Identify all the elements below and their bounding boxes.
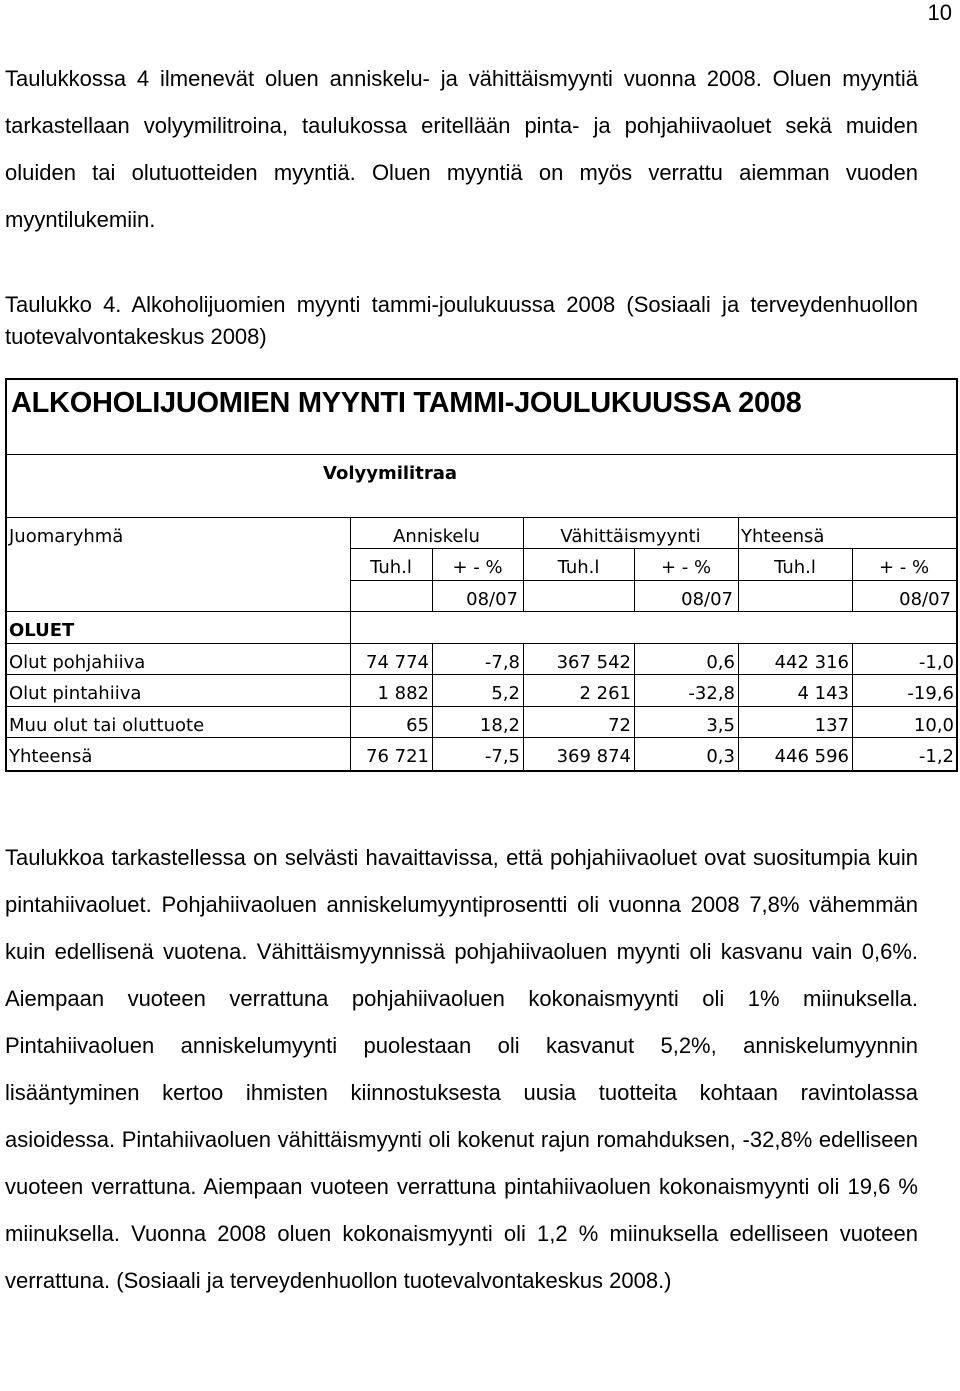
period-label: 08/07 (681, 589, 733, 610)
value-cell: -19,6 (907, 683, 954, 704)
group-vahittaismyynti: Vähittäismyynti (560, 526, 701, 547)
value-cell: 72 (608, 715, 631, 736)
table-caption: Taulukko 4. Alkoholijuomien myynti tammi-joulukuussa 2008 (Sosiaali ja terveydenhuollon tuotevalvontakeskus 2008) (5, 292, 918, 349)
value-cell: 4 143 (797, 683, 849, 704)
col-label: + - % (452, 557, 503, 578)
row-label: Muu olut tai oluttuote (9, 715, 205, 736)
value-cell: 1 882 (377, 683, 429, 704)
analysis-paragraph: Taulukkoa tarkastellessa on selvästi havaittavissa, että pohjahiivaoluet ovat suositumpia kuin pintahiivaoluet. Pohjahiivaoluen anniskelumyyntiprosentti oli vuonna 2008 7,8% vähemmän kuin edellisenä vuotena. Vähittäismyynnissä pohjahiivaoluen myynti oli kasvanu vain 0,6%. Aiempaan vuoteen verrattuna pohjahiivaoluen kokonaismyynti oli 1% miinuksella. Pintahiivaoluen anniskelumyynti puolestaan oli kasvanut 5,2%, anniskelumyynnin lisääntyminen kertoo ihmisten kiinnostuksesta uusia tuotteita kohtaan ravintolassa asioidessa. Pintahiivaoluen vähittäismyynti oli kokenut rajun romahduksen, -32,8% edelliseen vuoteen verrattuna. Aiempaan vuoteen verrattuna pintahiivaoluen kokonaismyynti oli 19,6 % miinuksella. Vuonna 2008 oluen kokonaismyynti oli 1,2 % miinuksella edelliseen vuoteen verrattuna. (Sosiaali ja terveydenhuollon tuotevalvontakeskus 2008.) (5, 845, 918, 1293)
value-cell: 442 316 (774, 652, 849, 673)
col-label: Tuh.l (774, 557, 816, 578)
row-header-label: Juomaryhmä (9, 526, 124, 547)
col-label: + - % (660, 557, 712, 578)
value-cell: 65 (406, 715, 429, 736)
period-label: 08/07 (466, 589, 518, 610)
intro-paragraph: Taulukkossa 4 ilmenevät oluen anniskelu- ja vähittäismyynti vuonna 2008. Oluen myyntiä tarkastellaan volyymilitroina, taulukossa eritellään pinta- ja pohjahiivaoluet sekä muiden oluiden tai olutuotteiden myyntiä. Oluen myyntiä on myös verrattu aiemman vuoden myyntilukemiin. (5, 66, 918, 232)
row-label: Olut pintahiiva (9, 683, 142, 704)
col-label: Tuh.l (370, 557, 412, 578)
value-cell: 18,2 (479, 715, 520, 736)
value-cell: 446 596 (774, 746, 849, 767)
section-label: OLUET (9, 620, 75, 641)
value-cell: 2 261 (579, 683, 631, 704)
value-cell: 369 874 (556, 746, 631, 767)
sales-table (5, 378, 958, 772)
value-cell: 10,0 (913, 715, 954, 736)
value-cell: 137 (814, 715, 849, 736)
value-cell: 0,6 (706, 652, 735, 673)
value-cell: 0,3 (706, 746, 735, 767)
row-label: Yhteensä (9, 746, 93, 767)
value-cell: 5,2 (491, 683, 520, 704)
group-yhteensa: Yhteensä (741, 526, 825, 547)
value-cell: -1,2 (918, 746, 954, 767)
value-cell: -7,8 (484, 652, 520, 673)
value-cell: 74 774 (366, 652, 429, 673)
value-cell: -1,0 (918, 652, 954, 673)
col-label: + - % (878, 557, 930, 578)
page-number: 10 (927, 0, 952, 25)
value-cell: -7,5 (484, 746, 520, 767)
value-cell: 76 721 (366, 746, 429, 767)
col-label: Tuh.l (557, 557, 600, 578)
value-cell: 367 542 (556, 652, 631, 673)
unit-label: Volyymilitraa (323, 463, 457, 484)
group-anniskelu: Anniskelu (393, 526, 480, 547)
row-label: Olut pohjahiiva (9, 652, 146, 673)
table-title: ALKOHOLIJUOMIEN MYYNTI TAMMI-JOULUKUUSSA 2008 (11, 387, 802, 419)
value-cell: 3,5 (706, 715, 735, 736)
period-label: 08/07 (899, 589, 951, 610)
value-cell: -32,8 (688, 683, 735, 704)
